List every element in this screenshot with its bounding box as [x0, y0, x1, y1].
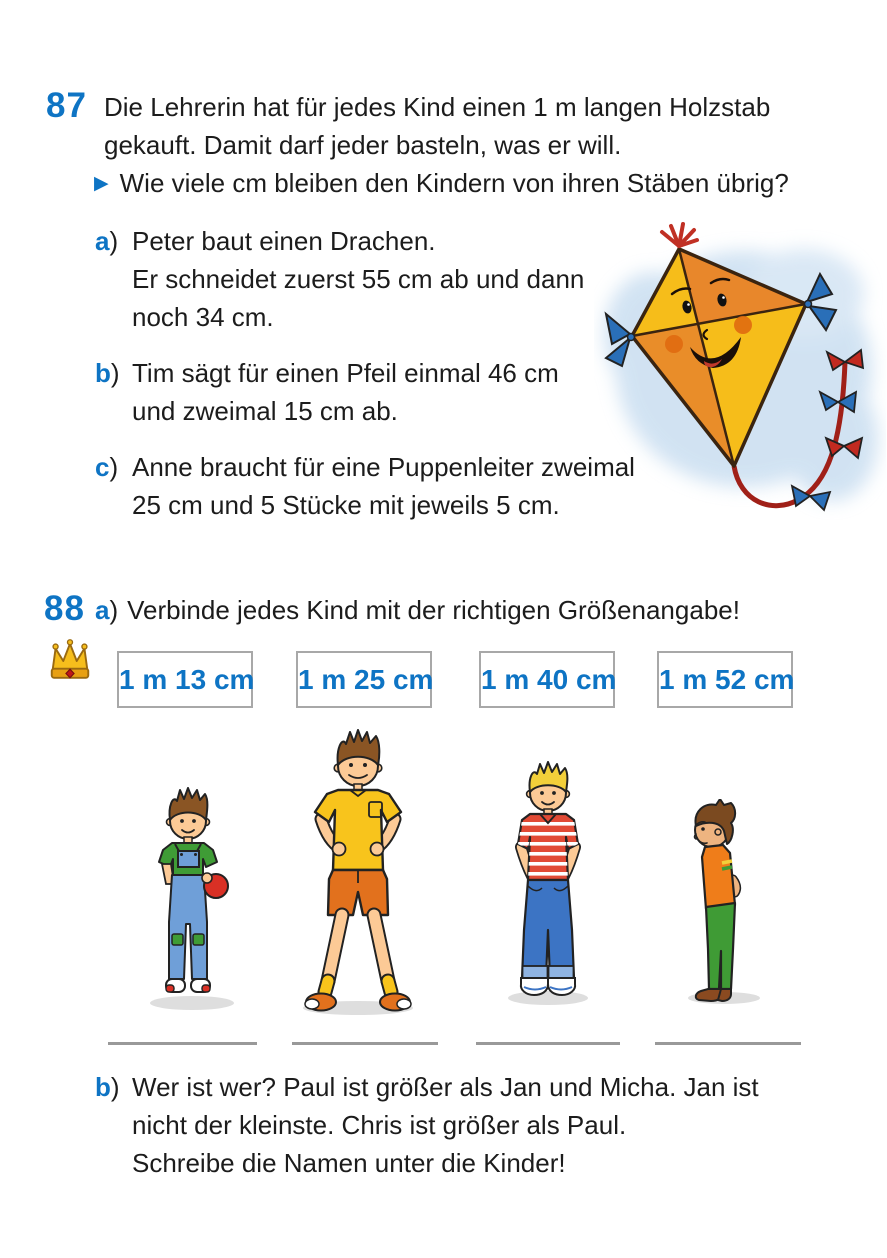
task-87-item-b	[95, 354, 559, 430]
answer-blank-1[interactable]	[108, 1042, 257, 1045]
crown-icon	[45, 638, 95, 684]
smiling-kite-icon	[594, 204, 886, 524]
item-b-label: b)	[95, 358, 120, 388]
part-b-line-3: Schreibe die Namen unter die Kinder!	[132, 1148, 566, 1178]
triangle-bullet-icon: ▶	[94, 173, 109, 194]
answer-blank-2[interactable]	[292, 1042, 438, 1045]
item-a-line-3: noch 34 cm.	[132, 302, 274, 332]
child-figure-3[interactable]	[502, 760, 594, 1006]
boy-striped-shirt-jeans	[502, 760, 594, 1006]
task-87-item-a	[95, 222, 584, 336]
part-b-line-2: nicht der kleinste. Chris ist größer als Paul.	[132, 1110, 627, 1140]
task-87-intro	[104, 88, 770, 164]
height-box-4[interactable]: 1 m 52 cm	[657, 651, 793, 708]
child-figure-4[interactable]	[678, 799, 766, 1005]
kite-illustration	[594, 204, 886, 524]
item-b-line-2: und zweimal 15 cm ab.	[132, 396, 398, 426]
item-c-line-1: Anne braucht für eine Puppenleiter zweimal	[132, 452, 635, 482]
height-box-3[interactable]: 1 m 40 cm	[479, 651, 615, 708]
pompom-icon	[662, 224, 697, 246]
height-box-1[interactable]: 1 m 13 cm	[117, 651, 253, 708]
item-a-line-1: Peter baut einen Drachen.	[132, 226, 436, 256]
tall-boy-yellow-shirt	[288, 727, 428, 1017]
item-a-label: a)	[95, 226, 119, 256]
task-88-number: 88	[44, 589, 85, 628]
answer-blank-4[interactable]	[655, 1042, 801, 1045]
item-b-line-1: Tim sägt für einen Pfeil einmal 46 cm	[132, 358, 559, 388]
item-a-line-2: Er schneidet zuerst 55 cm ab und dann	[132, 264, 585, 294]
boy-profile-orange-shirt	[678, 799, 766, 1005]
task-87-item-c	[95, 448, 635, 524]
part-b-line-1: Wer ist wer? Paul ist größer als Jan und Micha. Jan ist	[132, 1072, 759, 1102]
part-a-label: a)	[95, 595, 119, 625]
task-87-intro-line-1: Die Lehrerin hat für jedes Kind einen 1 m langen Holzstab	[104, 92, 771, 122]
part-b-label: b)	[95, 1072, 120, 1102]
item-c-label: c)	[95, 452, 119, 482]
part-a-text: Verbinde jedes Kind mit der richtigen Größenangabe!	[127, 595, 740, 625]
height-box-2[interactable]: 1 m 25 cm	[296, 651, 432, 708]
child-figure-2[interactable]	[288, 727, 428, 1017]
item-c-line-2: 25 cm und 5 Stücke mit jeweils 5 cm.	[132, 490, 560, 520]
task-87-question-row	[94, 164, 789, 206]
task-88-part-a-row	[95, 591, 740, 629]
child-figure-1[interactable]	[140, 782, 236, 1012]
boy-dungarees-with-ball	[140, 782, 236, 1012]
task-88-part-b	[95, 1068, 759, 1182]
task-87-intro-line-2: gekauft. Damit darf jeder basteln, was er will.	[104, 130, 622, 160]
answer-blank-3[interactable]	[476, 1042, 620, 1045]
task-87-question: Wie viele cm bleiben den Kindern von ihren Stäben übrig?	[119, 168, 789, 198]
task-87-number: 87	[46, 86, 87, 125]
